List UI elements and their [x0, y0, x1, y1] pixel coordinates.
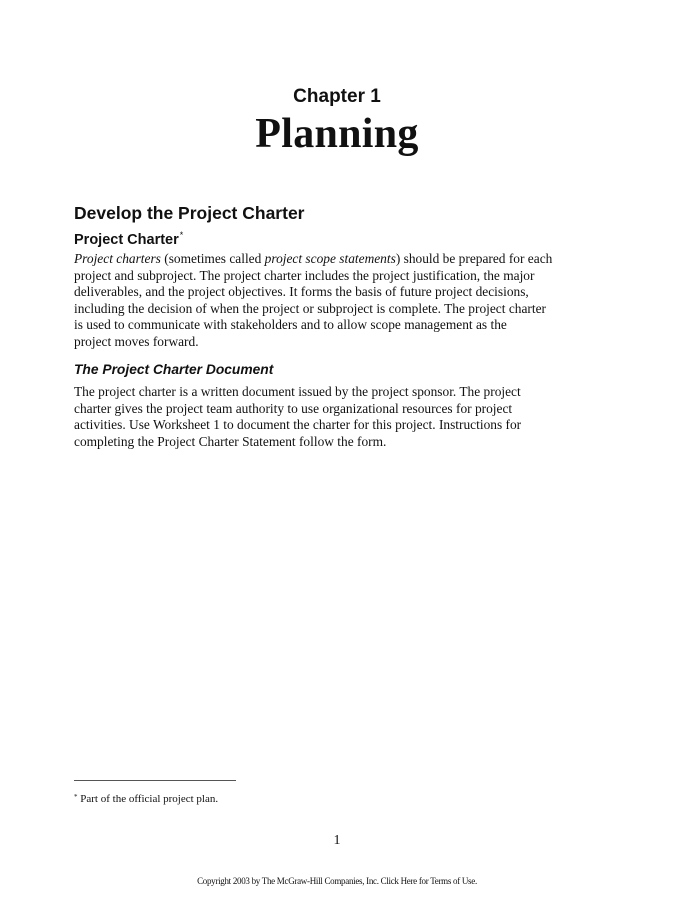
footnote-divider: [74, 780, 236, 781]
line-text: ) should be prepared for each: [395, 251, 553, 266]
subsection-heading-project-charter: [74, 232, 183, 248]
subsection-heading-text: Project Charter: [74, 232, 179, 248]
subsection-heading-charter-document: The Project Charter Document: [74, 362, 274, 377]
footnote-reference-mark: *: [179, 230, 184, 240]
project-charter-paragraph: [74, 251, 604, 351]
paragraph-line: charter gives the project team authority to use organizational resources for project: [74, 400, 513, 416]
paragraph-line: activities. Use Worksheet 1 to document the charter for this project. Instructions for: [74, 417, 522, 433]
copyright-link[interactable]: Copyright 2003 by The McGraw-Hill Companies, Inc. Click Here for Terms of Use.: [197, 876, 477, 886]
chapter-label: Chapter 1: [293, 86, 381, 107]
term-project-scope-statements: project scope statements: [264, 251, 396, 266]
paragraph-line: The project charter is a written document issued by the project sponsor. The project: [74, 384, 521, 399]
footnote: [74, 793, 218, 805]
paragraph-line: including the decision of when the project or subproject is complete. The project charter: [74, 300, 546, 316]
section-heading: Develop the Project Charter: [74, 203, 305, 223]
line-text: (sometimes called: [160, 251, 265, 266]
paragraph-line: is used to communicate with stakeholders and to allow scope management as the: [74, 317, 507, 333]
charter-document-paragraph: [74, 384, 604, 450]
footnote-mark: *: [74, 793, 78, 801]
paragraph-line: project and subproject. The project charter includes the project justification, the major: [74, 267, 535, 283]
footnote-text: Part of the official project plan.: [80, 793, 219, 805]
page-number: 1: [333, 833, 341, 848]
term-project-charters: Project charters: [74, 251, 161, 266]
chapter-title: Planning: [255, 111, 419, 157]
paragraph-line: completing the Project Charter Statement follow the form.: [74, 433, 387, 449]
paragraph-line: [74, 251, 604, 268]
paragraph-line: deliverables, and the project objectives. It forms the basis of future project decisions,: [74, 284, 529, 300]
paragraph-line: project moves forward.: [74, 333, 199, 349]
